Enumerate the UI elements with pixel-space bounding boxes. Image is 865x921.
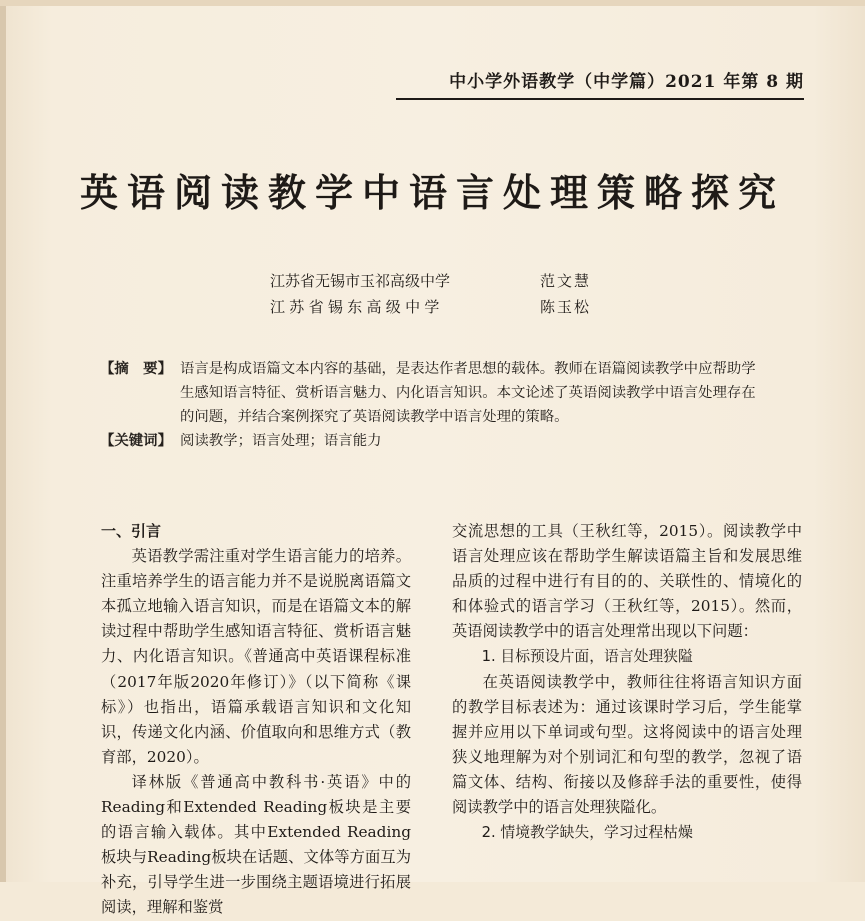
body-paragraph: 英语教学需注重对学生语言能力的培养。注重培养学生的语言能力并不是说脱离语篇文本孤立地输入语言知识，而是在语篇文本的解读过程中帮助学生感知语言特征、赏析语言魅力、内化语言知识。《普通高中英语课程标准（2017年版2020年修订）》（以下简称《课标》）也指出，语篇承载语言知识和文化知识，传递文化内涵、价值取向和思维方式（教育部，2020）。 <box>101 547 411 766</box>
subsection-heading: 1. 目标预设片面，语言处理狭隘 <box>481 648 693 666</box>
abstract-block <box>100 357 770 453</box>
author-name: 陈玉松 <box>540 298 592 316</box>
article-title: 英语阅读教学中语言处理策略探究 <box>79 170 785 215</box>
abstract-row <box>100 357 770 429</box>
body-column-left <box>101 519 411 921</box>
section-heading: 一、引言 <box>101 522 162 540</box>
abstract-label: 【摘 要】 <box>100 361 172 377</box>
body-paragraph: 译林版《普通高中教科书·英语》中的Reading和Extended Reading板块是主要的语言输入载体。其中Extended Reading板块与Reading板块在话题、文体等方面互为补充，引导学生进一步围绕主题语境进行拓展阅读，理解和鉴赏 <box>101 772 411 917</box>
keywords-label: 【关键词】 <box>100 433 172 449</box>
keywords-text: 阅读教学；语言处理；语言能力 <box>180 433 382 449</box>
keywords-row <box>100 429 770 453</box>
body-paragraph: 交流思想的工具（王秋红等，2015）。阅读教学中语言处理应该在帮助学生解读语篇主旨和发展思维品质的过程中进行有目的的、关联性的、情境化的和体验式的语言学习（王秋红等，2015）。然而，英语阅读教学中的语言处理常出现以下问题： <box>452 522 802 641</box>
author-affiliation: 江苏省锡东高级中学 <box>270 298 444 316</box>
page-left-edge <box>0 0 6 882</box>
author-block <box>270 268 670 320</box>
page-top-edge <box>0 0 865 6</box>
author-line-2 <box>270 294 670 320</box>
journal-header: 中小学外语教学（中学篇）2021 年第 8 期 <box>449 72 804 92</box>
subsection-heading: 2. 情境教学缺失，学习过程枯燥 <box>481 824 693 842</box>
author-name: 范文慧 <box>540 272 592 290</box>
header-rule <box>396 98 804 100</box>
author-affiliation: 江苏省无锡市玉祁高级中学 <box>270 272 451 290</box>
body-column-right <box>452 519 802 845</box>
abstract-text: 语言是构成语篇文本内容的基础，是表达作者思想的载体。教师在语篇阅读教学中应帮助学生感知语言特征、赏析语言魅力、内化语言知识。本文论述了英语阅读教学中语言处理存在的问题，并结合案例探究了英语阅读教学中语言处理的策略。 <box>180 361 756 425</box>
body-paragraph: 在英语阅读教学中，教师往往将语言知识方面的教学目标表述为：通过该课时学习后，学生能掌握并应用以下单词或句型。这将阅读中的语言处理狭义地理解为对个别词汇和句型的教学，忽视了语篇文体、结构、衔接以及修辞手法的重要性，使得阅读教学中的语言处理狭隘化。 <box>452 672 802 817</box>
author-line-1 <box>270 268 670 294</box>
